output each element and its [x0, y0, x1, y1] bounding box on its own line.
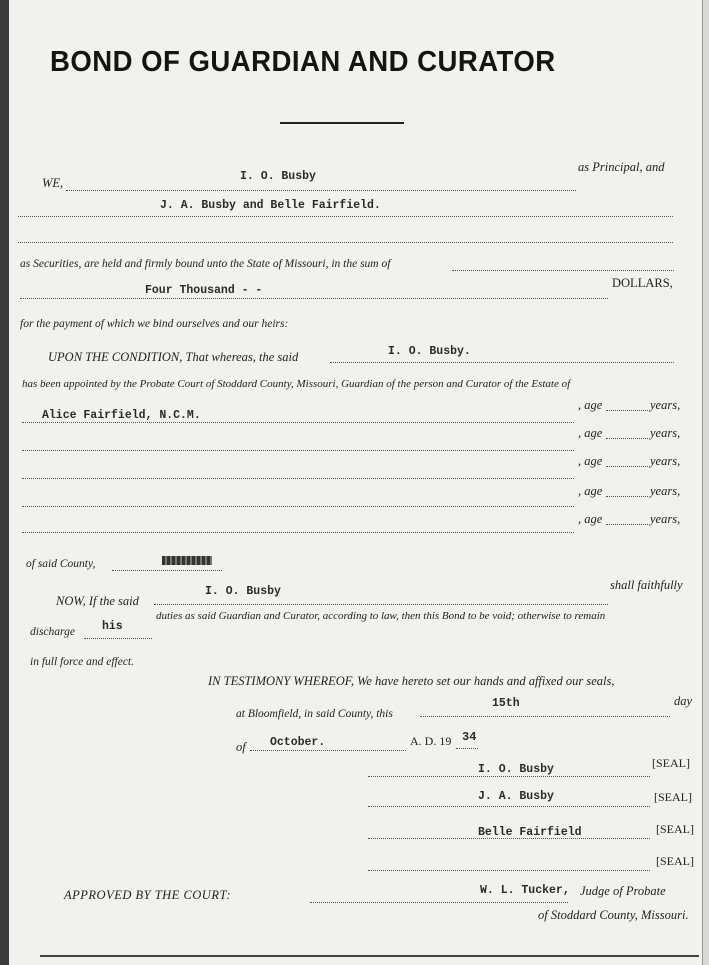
- ward-line-2: [22, 450, 574, 451]
- signature-line-4: [368, 870, 650, 871]
- judge-county: of Stoddard County, Missouri.: [538, 908, 689, 922]
- age-line-3: [606, 466, 648, 467]
- sum-line-1: [452, 270, 674, 271]
- securities-line: [18, 216, 673, 217]
- signature-name-3: Belle Fairfield: [478, 826, 582, 839]
- ward-line-3: [22, 478, 574, 479]
- payment-text: for the payment of which we bind ourselves and our heirs:: [20, 318, 289, 330]
- county-label: of said County,: [26, 558, 96, 570]
- judge-line: [310, 902, 568, 903]
- signature-name-2: J. A. Busby: [478, 790, 554, 803]
- seal-label-3: [SEAL]: [656, 822, 694, 836]
- signature-name-1: I. O. Busby: [478, 763, 554, 776]
- seal-label-4: [SEAL]: [656, 854, 694, 868]
- appointed-text: has been appointed by the Probate Court of Stoddard County, Missouri, Guardian of the person and Curator of the Estate of: [22, 378, 571, 390]
- sum-amount: Four Thousand - -: [145, 284, 263, 297]
- of-label: of: [236, 740, 246, 754]
- scan-edge-left: [0, 0, 9, 965]
- securities-names: J. A. Busby and Belle Fairfield.: [160, 199, 381, 212]
- judge-title: Judge of Probate: [580, 884, 666, 898]
- document-title: BOND OF GUARDIAN AND CURATOR: [50, 46, 556, 78]
- at-text: at Bloomfield, in said County, this: [236, 708, 393, 720]
- condition-name: I. O. Busby.: [388, 345, 471, 358]
- seal-label-1: [SEAL]: [652, 756, 690, 770]
- title-underline: [280, 122, 404, 124]
- years-label-1: years,: [650, 398, 681, 412]
- condition-text: UPON THE CONDITION, That whereas, the said: [48, 350, 299, 364]
- seal-label-2: [SEAL]: [654, 790, 692, 804]
- years-label-2: years,: [650, 426, 681, 440]
- as-principal-label: as Principal, and: [578, 160, 665, 174]
- age-label-1: , age: [578, 398, 603, 412]
- now-name: I. O. Busby: [205, 585, 281, 598]
- principal-line: [66, 190, 576, 191]
- testimony-text: IN TESTIMONY WHEREOF, We have hereto set our hands and affixed our seals,: [208, 674, 615, 688]
- age-label-4: , age: [578, 484, 603, 498]
- year-value: 34: [462, 730, 477, 744]
- discharge-text: duties as said Guardian and Curator, according to law, then this Bond to be void; otherwise to remain: [156, 610, 606, 622]
- securities-text: as Securities, are held and firmly bound unto the State of Missouri, in the sum of: [20, 258, 391, 270]
- ward-line-1: [22, 422, 574, 423]
- discharge-label: discharge: [30, 626, 75, 638]
- now-line: [154, 604, 608, 605]
- ad-label: A. D. 19: [410, 734, 452, 748]
- ward-line-4: [22, 506, 574, 507]
- discharge-pronoun: his: [102, 620, 123, 633]
- years-label-4: years,: [650, 484, 681, 498]
- we-label: WE,: [42, 176, 64, 190]
- dollars-label: DOLLARS,: [612, 276, 673, 290]
- month-line: [250, 750, 406, 751]
- age-label-3: , age: [578, 454, 603, 468]
- sum-line: [20, 298, 608, 299]
- ward-name-1: Alice Fairfield, N.C.M.: [42, 409, 201, 422]
- approved-label: APPROVED BY THE COURT:: [64, 888, 231, 902]
- age-label-2: , age: [578, 426, 603, 440]
- day-line: [420, 716, 670, 717]
- now-label: NOW, If the said: [56, 594, 139, 608]
- full-force-text: in full force and effect.: [30, 656, 135, 668]
- securities-line-2: [18, 242, 673, 243]
- years-label-3: years,: [650, 454, 681, 468]
- age-line-2: [606, 438, 648, 439]
- bottom-rule: [40, 955, 699, 957]
- age-line-1: [606, 410, 648, 411]
- signature-line-1: [368, 776, 650, 777]
- discharge-line: [84, 638, 152, 639]
- age-line-5: [606, 524, 648, 525]
- years-label-5: years,: [650, 512, 681, 526]
- age-label-5: , age: [578, 512, 603, 526]
- day-value: 15th: [492, 697, 520, 710]
- judge-name: W. L. Tucker,: [480, 884, 570, 897]
- condition-line: [330, 362, 674, 363]
- shall-label: shall faithfully: [610, 578, 683, 592]
- age-line-4: [606, 496, 648, 497]
- year-line: [456, 748, 478, 749]
- day-label: day: [674, 694, 693, 708]
- principal-name: I. O. Busby: [240, 170, 316, 183]
- ward-line-5: [22, 532, 574, 533]
- struck-out-text: [162, 556, 212, 565]
- signature-line-2: [368, 806, 650, 807]
- month-value: October.: [270, 736, 326, 749]
- scan-edge-right: [702, 0, 709, 965]
- county-line: [112, 570, 222, 571]
